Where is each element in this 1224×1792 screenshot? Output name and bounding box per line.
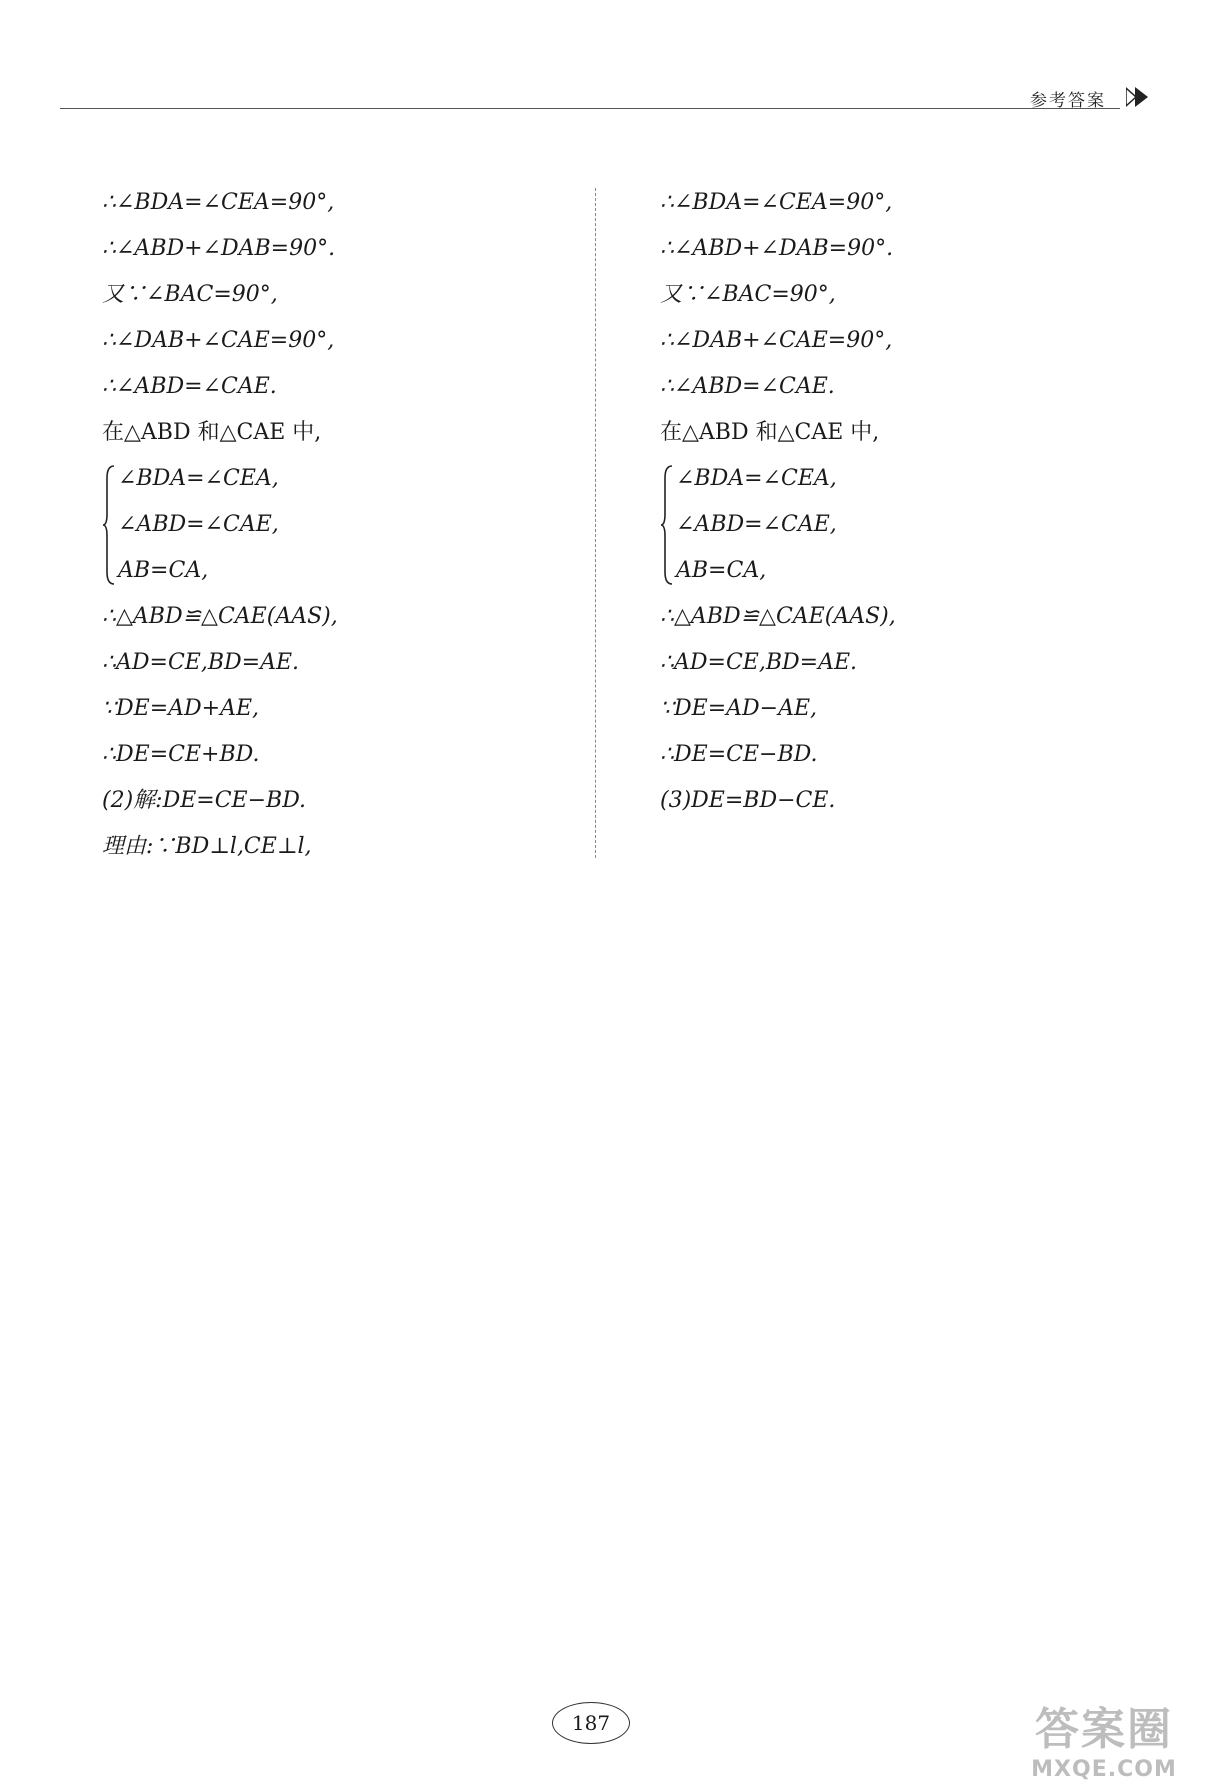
condition-line: ∠BDA=∠CEA, xyxy=(676,466,837,491)
proof-line: ∴DE=CE+BD. xyxy=(102,742,260,767)
left-brace-icon xyxy=(102,464,116,586)
proof-line: ∴△ABD≌△CAE(AAS), xyxy=(102,604,338,629)
proof-line: 理由:∵BD⊥l,CE⊥l, xyxy=(102,834,312,859)
proof-line: ∵DE=AD+AE, xyxy=(102,696,260,721)
watermark-url: MXQE.COM xyxy=(1031,1757,1177,1782)
left-brace-icon xyxy=(660,464,674,586)
proof-line: ∴∠ABD+∠DAB=90°. xyxy=(660,236,894,261)
column-divider xyxy=(595,188,596,858)
proof-line: ∴∠DAB+∠CAE=90°, xyxy=(102,328,335,353)
watermark-logo: 答案圈 xyxy=(1035,1704,1173,1755)
proof-line: ∴∠BDA=∠CEA=90°, xyxy=(660,190,893,215)
proof-line: ∴AD=CE,BD=AE. xyxy=(660,650,858,675)
page-number: 187 xyxy=(552,1702,630,1744)
header-arrow-icon xyxy=(1126,86,1154,108)
proof-line: ∴∠BDA=∠CEA=90°, xyxy=(102,190,335,215)
proof-line: ∴△ABD≌△CAE(AAS), xyxy=(660,604,896,629)
proof-line: ∴DE=CE−BD. xyxy=(660,742,818,767)
condition-line: ∠ABD=∠CAE, xyxy=(118,512,279,537)
proof-line: ∵DE=AD−AE, xyxy=(660,696,818,721)
right-column xyxy=(660,180,1130,824)
condition-brace-group xyxy=(102,456,572,594)
proof-line: 在△ABD 和△CAE 中, xyxy=(660,420,880,445)
proof-line: (3)DE=BD−CE. xyxy=(660,788,836,813)
header-rule xyxy=(60,108,1120,109)
watermark xyxy=(1006,1693,1202,1782)
header-title: 参考答案 xyxy=(1030,91,1106,111)
proof-line: 在△ABD 和△CAE 中, xyxy=(102,420,322,445)
condition-line: ∠BDA=∠CEA, xyxy=(118,466,279,491)
condition-line: AB=CA, xyxy=(118,558,209,583)
proof-line: (2)解:DE=CE−BD. xyxy=(102,788,307,813)
proof-line: ∴∠ABD=∠CAE. xyxy=(102,374,277,399)
proof-line: ∴∠ABD=∠CAE. xyxy=(660,374,835,399)
left-column xyxy=(102,180,572,870)
condition-line: AB=CA, xyxy=(676,558,767,583)
proof-line: ∴∠DAB+∠CAE=90°, xyxy=(660,328,893,353)
condition-brace-group xyxy=(660,456,1130,594)
proof-line: 又∵∠BAC=90°, xyxy=(660,282,836,307)
condition-line: ∠ABD=∠CAE, xyxy=(676,512,837,537)
proof-line: 又∵∠BAC=90°, xyxy=(102,282,278,307)
proof-line: ∴∠ABD+∠DAB=90°. xyxy=(102,236,336,261)
proof-line: ∴AD=CE,BD=AE. xyxy=(102,650,300,675)
